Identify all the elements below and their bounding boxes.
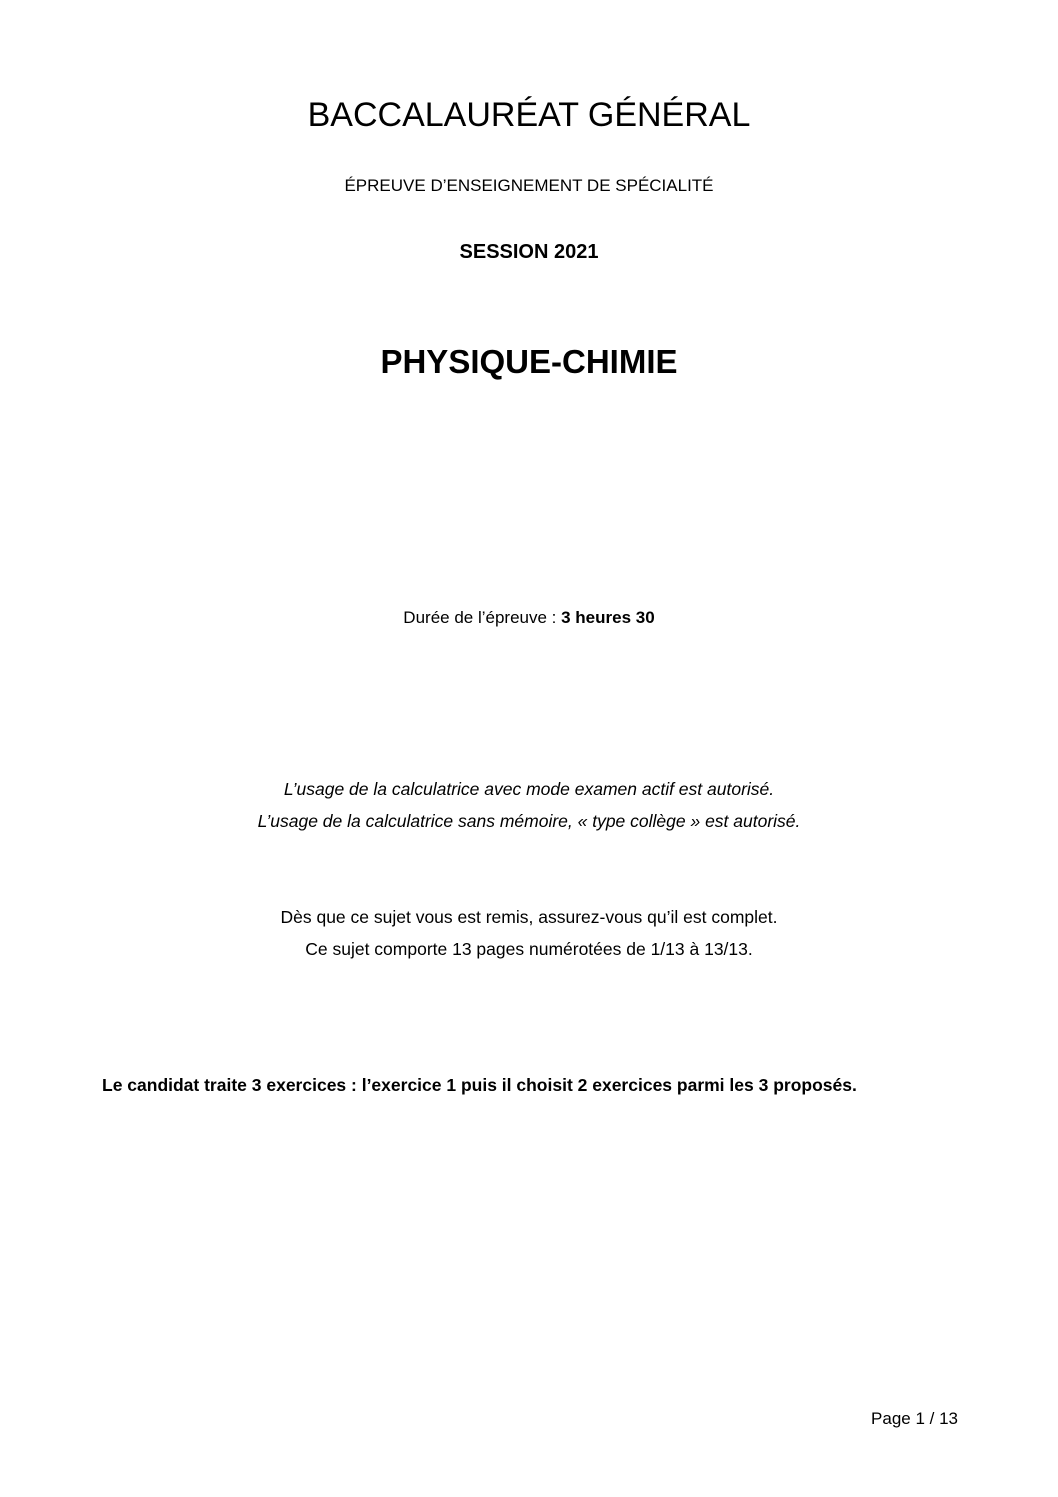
exam-duration [0, 608, 1058, 628]
exam-subtitle: ÉPREUVE D’ENSEIGNEMENT DE SPÉCIALITÉ [344, 176, 714, 195]
exam-session: SESSION 2021 [459, 241, 599, 263]
duration-label: Durée de l’épreuve : [403, 608, 562, 627]
exam-title: BACCALAURÉAT GÉNÉRAL [307, 96, 751, 134]
page-count-note: Ce sujet comporte 13 pages numérotées de 1/13 à 13/13. [305, 939, 753, 959]
exam-subject: PHYSIQUE-CHIMIE [380, 343, 678, 380]
calculator-rule-1: L’usage de la calculatrice avec mode examen actif est autorisé. [283, 779, 775, 799]
completeness-note: Dès que ce sujet vous est remis, assurez-vous qu’il est complet. [280, 907, 778, 927]
page-number: Page 1 / 13 [871, 1409, 958, 1428]
duration-value: 3 heures 30 [561, 608, 655, 627]
calculator-rule-2: L’usage de la calculatrice sans mémoire, « type collège » est autorisé. [257, 811, 801, 831]
candidate-instructions: Le candidat traite 3 exercices : l’exercice 1 puis il choisit 2 exercices parmi les 3 proposés. [102, 1075, 857, 1095]
